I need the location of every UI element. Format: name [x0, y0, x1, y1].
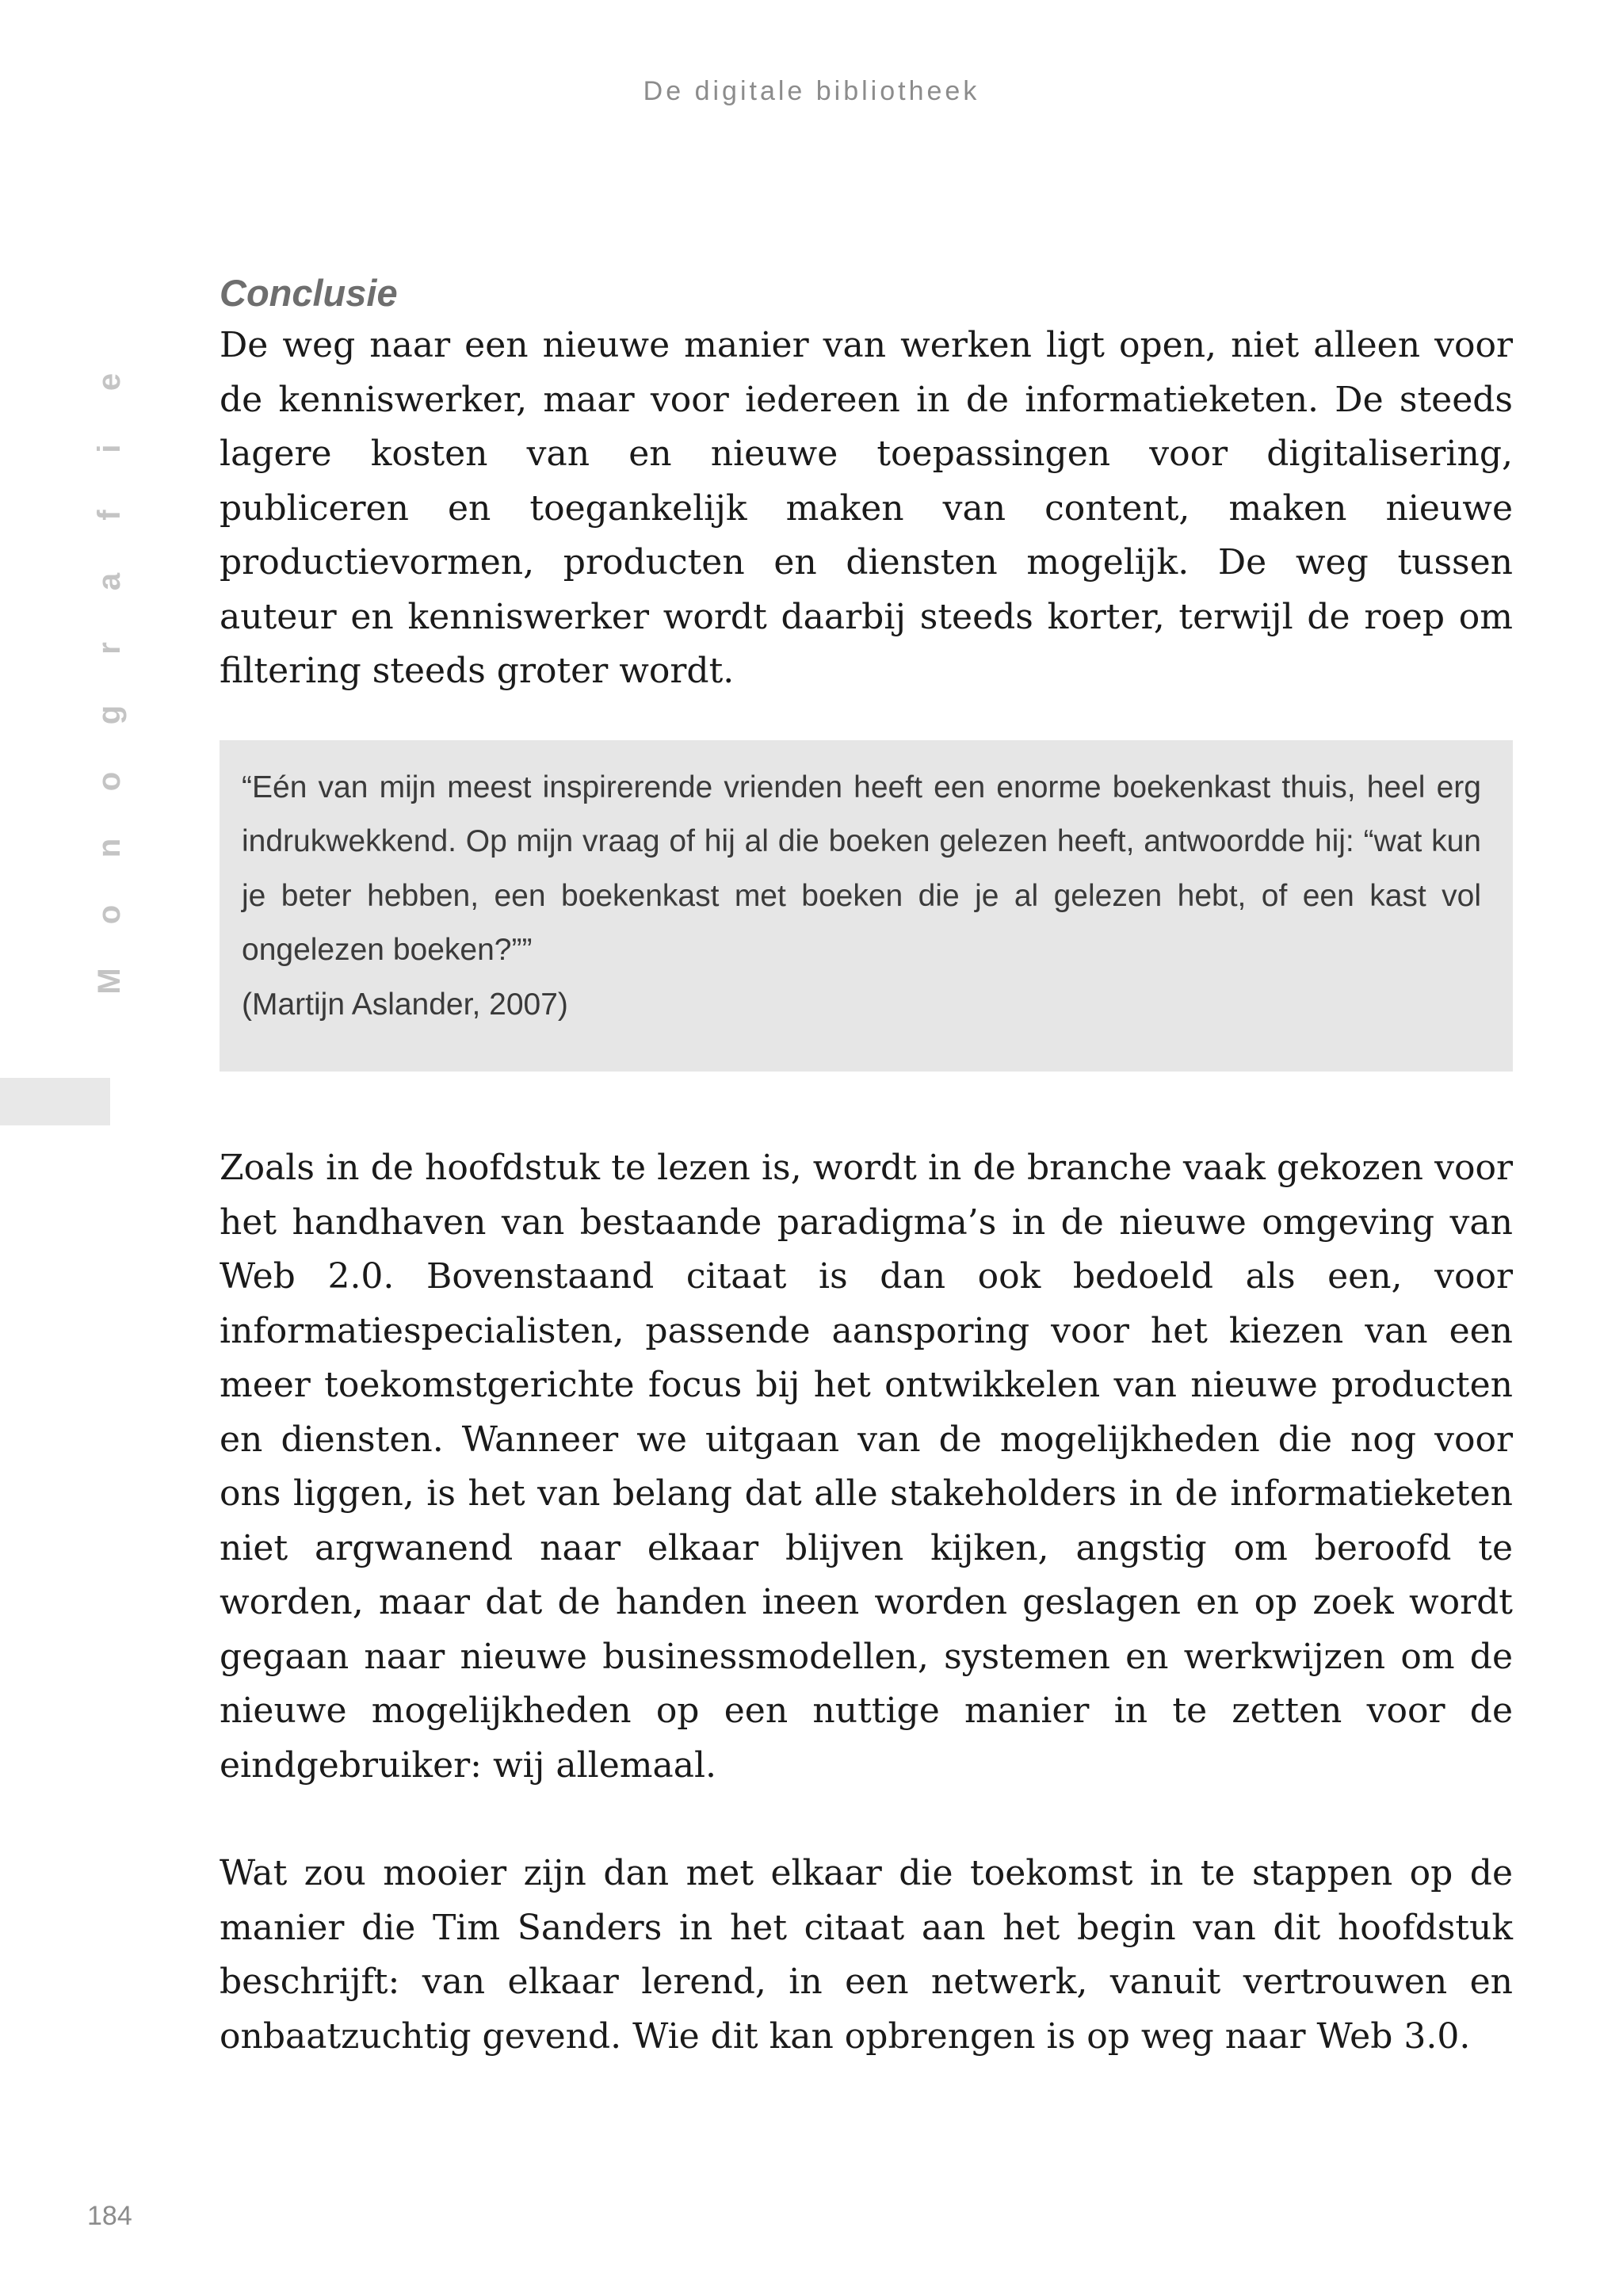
running-header: De digitale bibliotheek [643, 76, 980, 106]
page-number: 184 [87, 2201, 132, 2231]
side-label-monografie [86, 349, 133, 1014]
side-label-letter: a [92, 572, 127, 591]
body-paragraph: Zoals in de hoofdstuk te lezen is, wordt in de branche vaak gekozen voor het handhaven van bestaande paradigma’s in de nieuwe omgeving van Web 2.0. Bovenstaand citaat is dan ook bedoeld als een, voor informatiespecialisten, passende aansporing voor het kiezen van een meer toekomstgerichte focus bij het ontwikkelen van nieuwe producten en diensten. Wanneer we uitgaan van de mogelijkheden die nog voor ons liggen, is het van belang dat alle stakeholders in de informatieketen niet argwanend naar elkaar blijven kijken, angstig om beroofd te worden, maar dat de handen ineen worden geslagen en op zoek wordt gegaan naar nieuwe businessmodellen, systemen en werkwijzen om de nieuwe mogelijkheden op een nuttige manier in te zetten voor de eindgebruiker: wij allemaal. [220, 1148, 1513, 1786]
side-label-letter: n [92, 838, 127, 858]
body-paragraph: De weg naar een nieuwe manier van werken ligt open, niet alleen voor de kenniswerker, maar voor iedereen in de informatieketen. De steeds lagere kosten van en nieuwe toepassingen voor digitalisering, publiceren en toegankelijk maken van content, maken nieuwe productievormen, producten en diensten mogelijk. De weg tussen auteur en kenniswerker wordt daarbij steeds korter, terwijl de roep om filtering steeds groter wordt. [220, 325, 1513, 691]
side-label-letter: M [92, 968, 127, 995]
quote-source: (Martijn Aslander, 2007) [242, 987, 568, 1022]
side-label-letter: e [92, 372, 127, 392]
side-tab-marker [0, 1078, 110, 1125]
side-label-letter: g [92, 705, 127, 725]
main-content [220, 268, 1513, 2064]
quote-box [220, 740, 1513, 1072]
section-heading: Conclusie [220, 272, 398, 314]
side-label-letter: f [92, 510, 127, 521]
body-paragraph: Wat zou mooier zijn dan met elkaar die toekomst in te stappen op de manier die Tim Sanders in het citaat aan het begin van dit hoofdstuk beschrijft: van elkaar lerend, in een netwerk, vanuit vertrouwen en onbaatzuchtig gevend. Wie dit kan opbrengen is op weg naar Web 3.0. [220, 1853, 1513, 2057]
side-label-letter: o [92, 771, 127, 792]
quote-text: “Eén van mijn meest inspirerende vrienden heeft een enorme boekenkast thuis, heel erg indrukwekkend. Op mijn vraag of hij al die boeken gelezen heeft, antwoordde hij: “wat kun je beter hebben, een boekenkast met boeken die je al gelezen hebt, of een kast vol ongelezen boeken?”” [242, 770, 1481, 967]
side-label-letter: r [92, 642, 127, 655]
side-label-letter: i [92, 444, 127, 453]
side-label-letter: o [92, 904, 127, 925]
